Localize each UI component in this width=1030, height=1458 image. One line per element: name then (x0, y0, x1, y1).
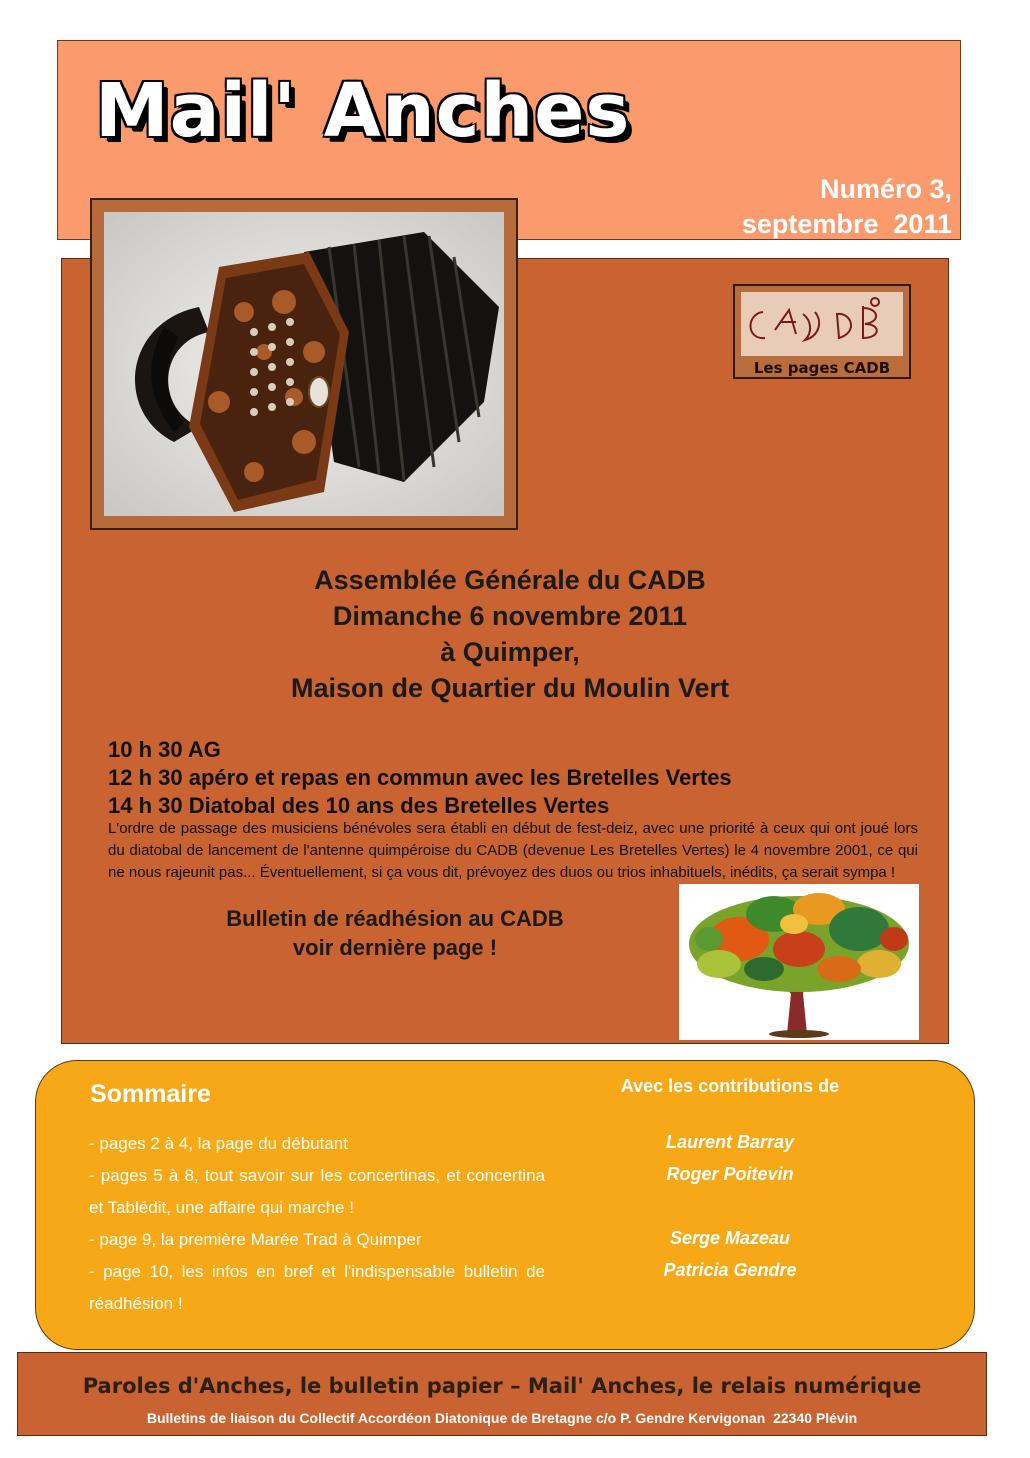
tree-icon (679, 884, 919, 1040)
event-city: à Quimper, (440, 637, 580, 667)
concertina-photo (104, 212, 504, 516)
concertina-image (104, 212, 504, 516)
contributor-name: Roger Poitevin (666, 1164, 794, 1184)
schedule-item: 10 h 30 AG (108, 737, 221, 762)
newsletter-title: Mail' Anches (95, 68, 631, 154)
summary-item: - pages 2 à 4, la page du débutant (89, 1134, 348, 1153)
summary-item: - pages 5 à 8, tout savoir sur les concertinas, et concertina et Tablédit, une affaire qui marche ! (89, 1166, 545, 1217)
cadb-signature-icon (741, 292, 903, 356)
cadb-logo-image (741, 292, 903, 356)
event-announcement (100, 562, 920, 706)
cadb-logo-caption: Les pages CADB (753, 359, 891, 377)
schedule-item: 14 h 30 Diatobal des 10 ans des Bretelles Vertes (108, 793, 610, 818)
summary-item: - page 10, les infos en bref et l'indispensable bulletin de réadhésion ! (89, 1262, 545, 1313)
event-note: L'ordre de passage des musiciens bénévoles sera établi en début de fest-deiz, avec une priorité à ceux qui ont joué lors du diatobal de lancement de l'antenne quimpéroise du CADB (devenue Les Bretelles Vertes) le 4 novembre 2001, ce qui ne nous rajeunit pas... Éventuellement, si ça vous dit, prévoyez des duos ou trios inhabituels, inédits, ça serait sympa ! (108, 820, 918, 881)
contributor-name: Serge Mazeau (669, 1228, 791, 1248)
footer-tagline: Paroles d'Anches, le bulletin papier – Mail' Anches, le relais numérique (82, 1374, 922, 1398)
issue-info (742, 172, 952, 242)
summary-item: - page 9, la première Marée Trad à Quimper (89, 1230, 422, 1249)
tree-illustration (679, 884, 919, 1040)
contributor-name: Patricia Gendre (663, 1260, 797, 1280)
cadb-logo (733, 284, 911, 379)
summary-list (89, 1128, 545, 1320)
event-title: Assemblée Générale du CADB (314, 565, 706, 595)
event-venue: Maison de Quartier du Moulin Vert (290, 673, 730, 703)
contributions-title: Avec les contributions de (620, 1076, 840, 1096)
event-schedule (108, 736, 732, 820)
issue-number: Numéro 3, (819, 174, 952, 204)
photo-frame (90, 198, 518, 530)
bulletin-line: Bulletin de réadhésion au CADB (226, 906, 564, 931)
issue-date: septembre 2011 (741, 209, 952, 239)
bulletin-notice (180, 904, 610, 962)
contributor-name: Laurent Barray (665, 1132, 795, 1152)
summary-title: Sommaire (90, 1080, 211, 1108)
bulletin-line: voir dernière page ! (292, 935, 498, 960)
footer-address: Bulletins de liaison du Collectif Accordéon Diatonique de Bretagne c/o P. Gendre Kervigonan 22340 Plévin (146, 1410, 858, 1426)
event-date: Dimanche 6 novembre 2011 (332, 601, 688, 631)
schedule-item: 12 h 30 apéro et repas en commun avec les Bretelles Vertes (108, 765, 732, 790)
